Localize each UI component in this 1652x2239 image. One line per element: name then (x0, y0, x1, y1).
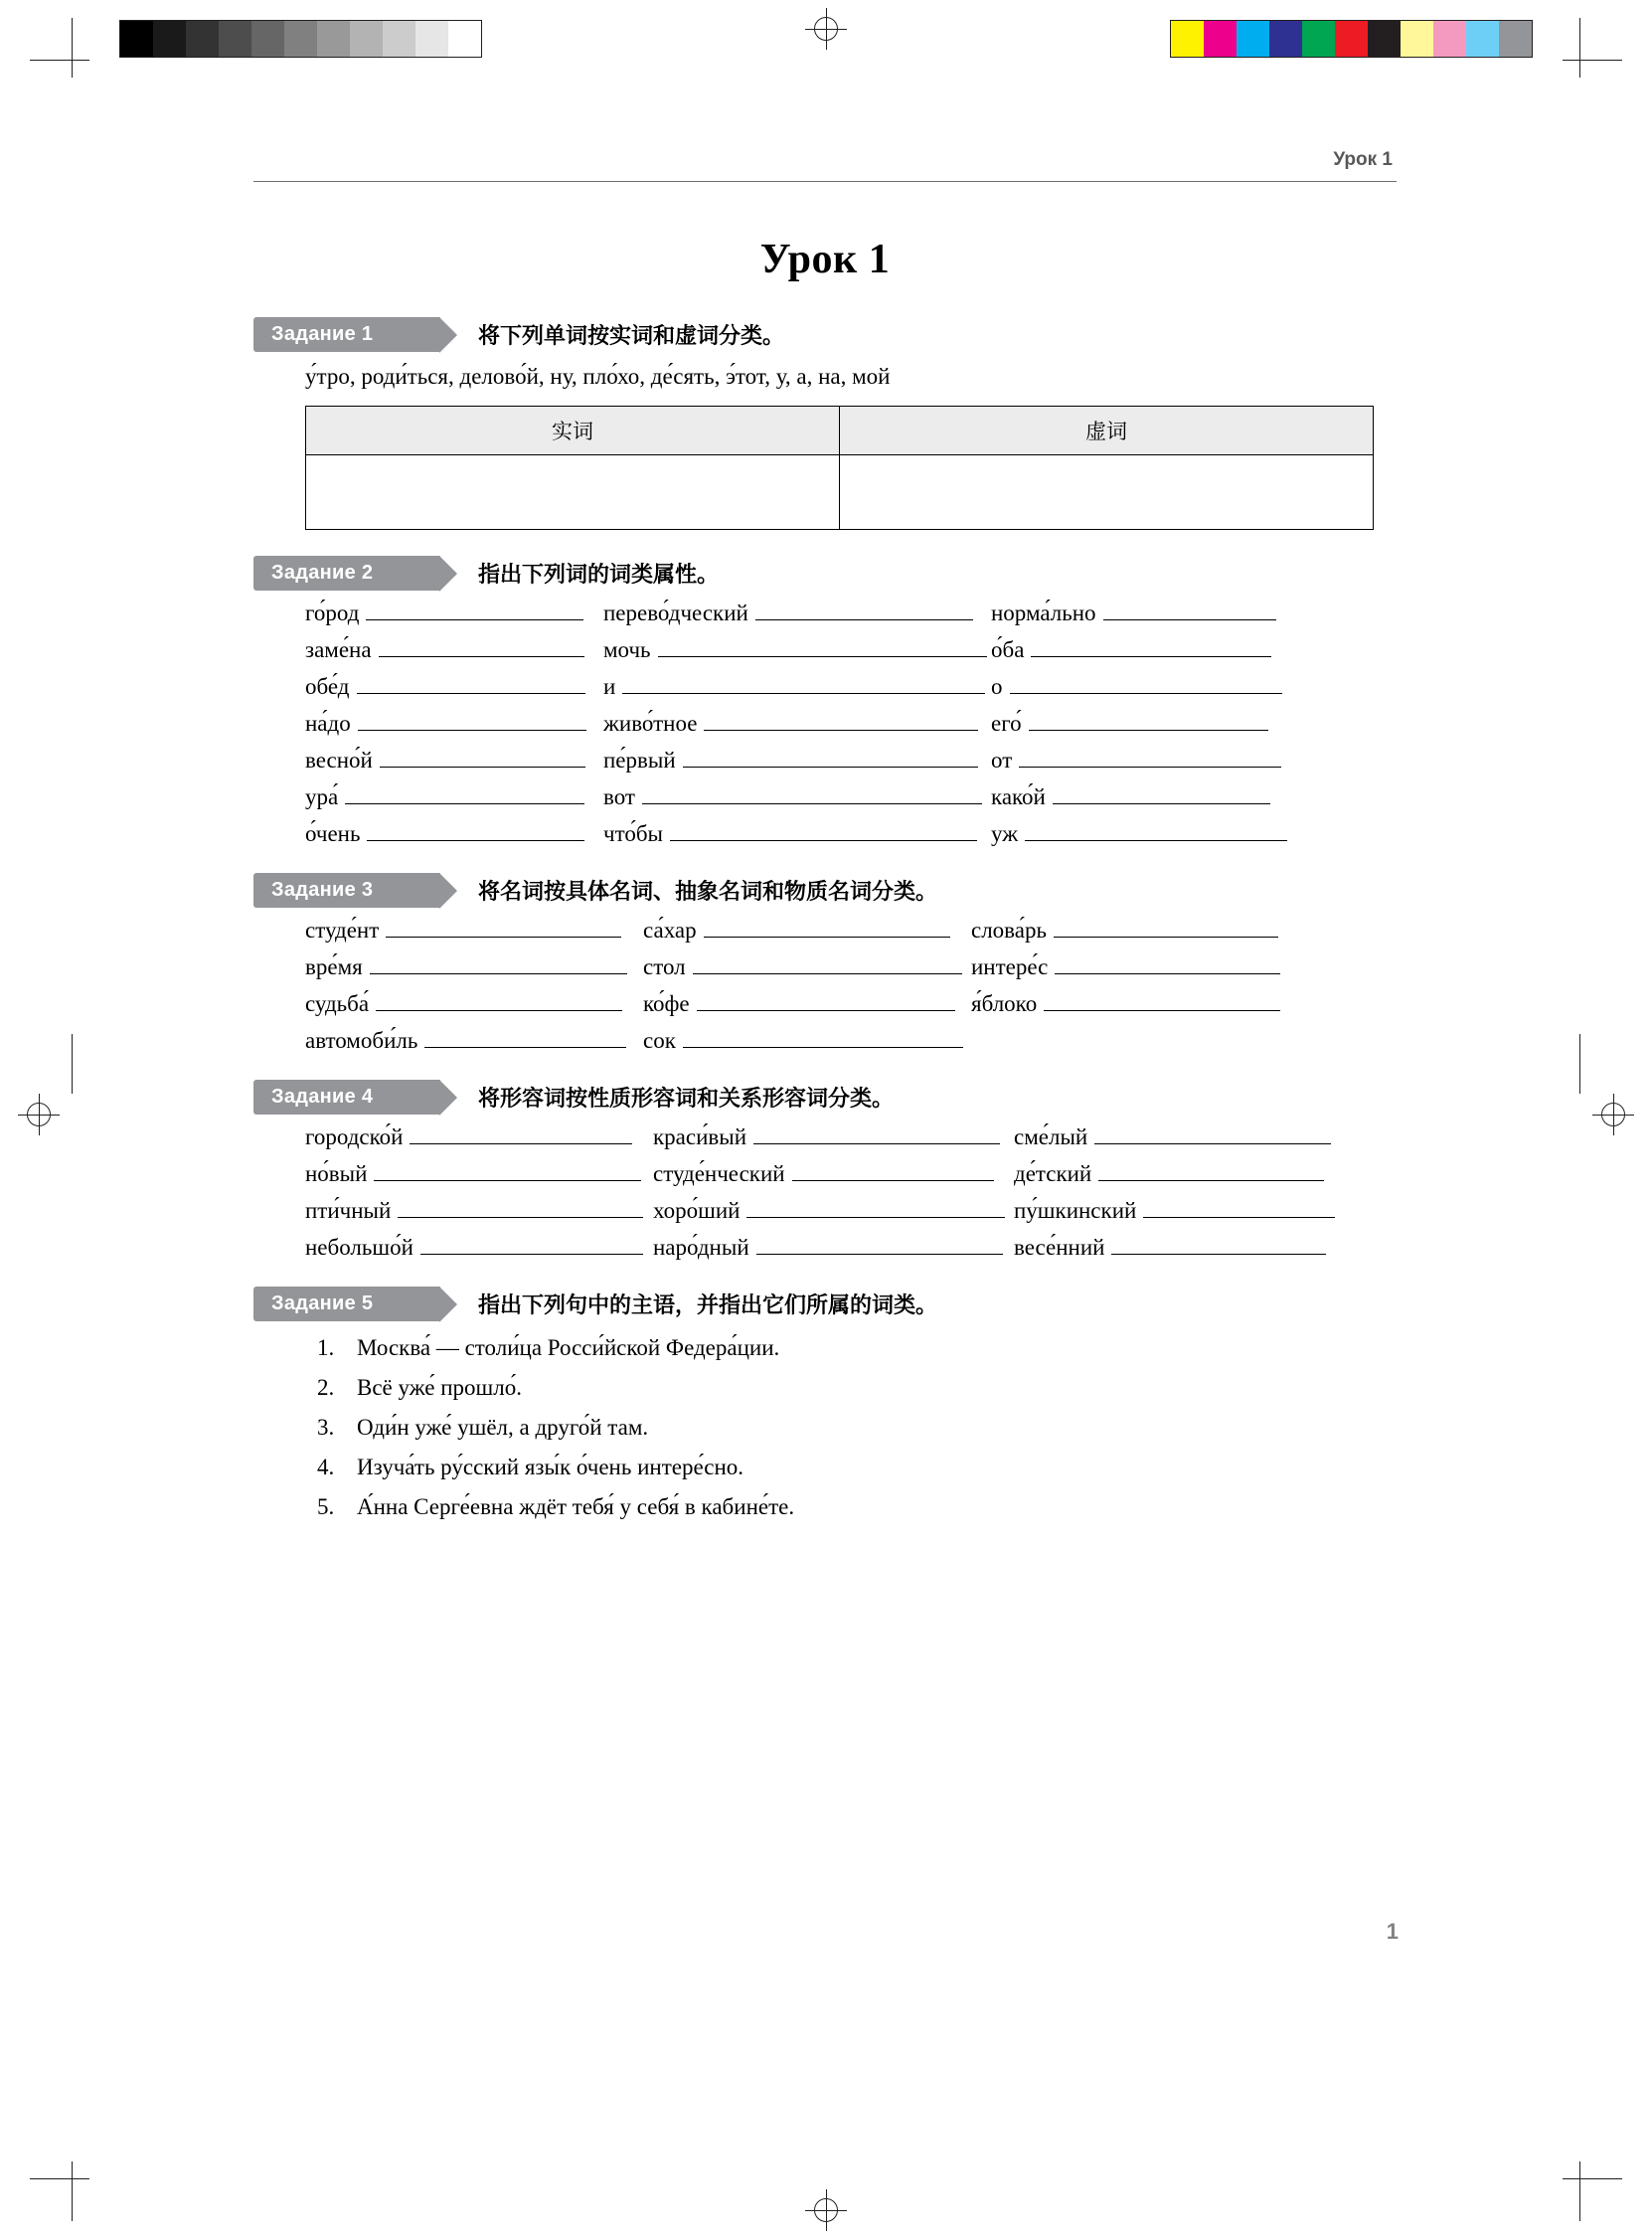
answer-blank[interactable] (697, 991, 955, 1011)
exercise-item (1014, 1235, 1342, 1261)
exercise-word: студе́нт (305, 918, 380, 943)
task-3-grid (305, 918, 1397, 1054)
exercise-row (305, 748, 1397, 774)
grayscale-swatch (415, 21, 448, 57)
table-answer-cell-1[interactable] (306, 455, 840, 530)
exercise-word: хоро́ший (653, 1198, 741, 1223)
exercise-word: го́род (305, 601, 360, 625)
crop-mark-bottom-left (30, 2161, 89, 2221)
exercise-item (643, 954, 971, 980)
answer-blank[interactable] (379, 637, 585, 657)
answer-blank[interactable] (746, 1198, 1004, 1218)
exercise-item (991, 821, 1289, 847)
answer-blank[interactable] (398, 1198, 642, 1218)
answer-blank[interactable] (1111, 1235, 1325, 1255)
exercise-row (305, 711, 1397, 737)
registration-mark-left (18, 1094, 60, 1135)
crop-mark-bottom-right (1563, 2161, 1622, 2221)
answer-blank[interactable] (622, 674, 985, 694)
exercise-item (643, 918, 971, 944)
exercise-word: я́блоко (971, 991, 1038, 1016)
exercise-row (305, 674, 1397, 700)
exercise-item (305, 1198, 653, 1224)
exercise-row (305, 601, 1397, 626)
task-1-table (305, 406, 1374, 530)
grayscale-swatch (251, 21, 284, 57)
answer-blank[interactable] (367, 821, 584, 841)
task-2-grid (305, 601, 1397, 847)
grayscale-swatch (186, 21, 219, 57)
exercise-word: его́ (991, 711, 1022, 736)
exercise-item (305, 674, 603, 700)
list-item-number: 3. (317, 1415, 335, 1440)
task-prompt-1: 将下列单词按实词和虚词分类。 (478, 324, 785, 349)
list-item-text: Москва́ — столи́ца Росси́йской Федера́ции. (357, 1335, 780, 1360)
exercise-word: сме́лый (1014, 1124, 1088, 1149)
answer-blank[interactable] (1031, 637, 1270, 657)
exercise-item (305, 711, 603, 737)
exercise-item (603, 674, 991, 700)
table-header-cell-1: 实词 (306, 407, 840, 455)
exercise-word: обе́д (305, 674, 350, 699)
exercise-item (971, 918, 1299, 944)
answer-blank[interactable] (357, 674, 585, 694)
answer-blank[interactable] (1143, 1198, 1335, 1218)
exercise-item (603, 711, 991, 737)
task-header-1 (253, 317, 1397, 352)
answer-blank[interactable] (366, 601, 583, 620)
answer-blank[interactable] (683, 1028, 963, 1048)
exercise-word: о (991, 674, 1003, 699)
answer-blank[interactable] (380, 748, 586, 768)
answer-blank[interactable] (693, 954, 962, 974)
task-tag-4: Задание 4 (253, 1080, 440, 1115)
exercise-word: де́тский (1014, 1161, 1092, 1186)
exercise-item (603, 784, 991, 810)
exercise-word: от (991, 748, 1013, 773)
exercise-item (305, 637, 603, 663)
exercise-word: живо́тное (603, 711, 698, 736)
answer-blank[interactable] (1019, 748, 1281, 768)
list-item-number: 1. (317, 1335, 335, 1360)
answer-blank[interactable] (1029, 711, 1268, 731)
task-tag-1: Задание 1 (253, 317, 440, 352)
answer-blank[interactable] (1054, 918, 1278, 938)
exercise-item (603, 821, 991, 847)
answer-blank[interactable] (1098, 1161, 1323, 1181)
answer-blank[interactable] (424, 1028, 626, 1048)
task-header-2 (253, 556, 1397, 591)
running-head: Урок 1 (1333, 149, 1393, 170)
grayscale-swatch (317, 21, 350, 57)
answer-blank[interactable] (1055, 954, 1279, 974)
exercise-row (305, 1124, 1397, 1150)
answer-blank[interactable] (683, 748, 979, 768)
exercise-item (643, 1028, 971, 1054)
task-tag-3: Задание 3 (253, 873, 440, 908)
exercise-item (971, 991, 1299, 1017)
table-answer-cell-2[interactable] (840, 455, 1374, 530)
exercise-word: норма́льно (991, 601, 1096, 625)
exercise-item (653, 1124, 1014, 1150)
exercise-item (1014, 1161, 1342, 1187)
answer-blank[interactable] (1094, 1124, 1331, 1144)
answer-blank[interactable] (1010, 674, 1283, 694)
color-swatch (1401, 21, 1433, 57)
exercise-item (305, 991, 643, 1017)
color-swatch (1499, 21, 1532, 57)
color-swatch (1237, 21, 1269, 57)
answer-blank[interactable] (756, 1235, 1003, 1255)
exercise-word: небольшо́й (305, 1235, 413, 1260)
page-content (253, 149, 1397, 1534)
task-5-sentence-list (317, 1335, 1397, 1520)
exercise-item (305, 954, 643, 980)
answer-blank[interactable] (358, 711, 586, 731)
exercise-row (305, 991, 1397, 1017)
task-prompt-5: 指出下列句中的主语，并指出它们所属的词类。 (478, 1293, 938, 1318)
exercise-row (305, 1198, 1397, 1224)
color-swatch (1335, 21, 1368, 57)
exercise-item (305, 918, 643, 944)
exercise-word: весе́нний (1014, 1235, 1105, 1260)
exercise-item (991, 748, 1289, 774)
list-item-number: 5. (317, 1494, 335, 1519)
exercise-word: пти́чный (305, 1198, 392, 1223)
crop-mark-top-left (30, 18, 89, 78)
page-title: Урок 1 (759, 237, 891, 282)
task-tag-5: Задание 5 (253, 1287, 440, 1321)
answer-blank[interactable] (374, 1161, 641, 1181)
exercise-row (305, 637, 1397, 663)
exercise-item (971, 954, 1299, 980)
answer-blank[interactable] (704, 918, 951, 938)
task-1-wordlist: у́тро, роди́ться, делово́й, ну, пло́хо, де́сять, э́тот, у, а, на, мой (305, 364, 891, 389)
crop-mark-top-right (1563, 18, 1622, 78)
exercise-item (991, 784, 1289, 810)
exercise-word: о́ба (991, 637, 1025, 662)
exercise-word: мочь (603, 637, 651, 662)
list-item-text: Оди́н уже́ ушёл, а друго́й там. (357, 1415, 649, 1440)
table-row (306, 455, 1374, 530)
exercise-item (991, 601, 1289, 626)
exercise-word: городско́й (305, 1124, 404, 1149)
answer-blank[interactable] (642, 784, 982, 804)
exercise-row (305, 918, 1397, 944)
list-item (317, 1335, 1397, 1361)
list-item-number: 4. (317, 1455, 335, 1479)
exercise-word: сок (643, 1028, 676, 1053)
exercise-row (305, 784, 1397, 810)
task-prompt-3: 将名词按具体名词、抽象名词和物质名词分类。 (478, 880, 938, 905)
exercise-item (1014, 1124, 1342, 1150)
registration-mark-bottom (805, 2189, 847, 2231)
exercise-word: и (603, 674, 616, 699)
grayscale-swatch (284, 21, 317, 57)
page-number: 1 (1386, 1919, 1399, 1944)
exercise-item (305, 1028, 643, 1054)
task-header-3 (253, 873, 1397, 908)
list-item (317, 1455, 1397, 1480)
color-swatch (1302, 21, 1335, 57)
exercise-row (305, 954, 1397, 980)
exercise-word: слова́рь (971, 918, 1047, 943)
grayscale-swatch (448, 21, 481, 57)
exercise-word: интере́с (971, 954, 1049, 979)
side-crop-mark-right (1563, 1034, 1622, 1094)
list-item-text: А́нна Серге́евна ждёт тебя́ у себя́ в кабине́те. (357, 1494, 795, 1519)
exercise-word: ура́ (305, 784, 339, 809)
answer-blank[interactable] (1103, 601, 1276, 620)
answer-blank[interactable] (1025, 821, 1287, 841)
task-4-grid (305, 1124, 1397, 1261)
answer-blank[interactable] (658, 637, 987, 657)
exercise-word: но́вый (305, 1161, 368, 1186)
grayscale-swatch (350, 21, 383, 57)
list-item-text: Изуча́ть ру́сский язы́к о́чень интере́сно. (357, 1455, 744, 1479)
color-swatch (1466, 21, 1499, 57)
exercise-item (305, 1235, 653, 1261)
exercise-word: наро́дный (653, 1235, 749, 1260)
color-calibration-bar (1170, 20, 1533, 58)
exercise-row (305, 1235, 1397, 1261)
task-prompt-2: 指出下列词的词类属性。 (478, 563, 720, 588)
answer-blank[interactable] (753, 1124, 1000, 1144)
answer-blank[interactable] (670, 821, 977, 841)
exercise-word: како́й (991, 784, 1046, 809)
exercise-word: пу́шкинский (1014, 1198, 1137, 1223)
answer-blank[interactable] (370, 954, 627, 974)
exercise-word: о́чень (305, 821, 361, 846)
exercise-word: студе́нческий (653, 1161, 785, 1186)
answer-blank[interactable] (386, 918, 620, 938)
exercise-item (305, 1161, 653, 1187)
exercise-item (653, 1198, 1014, 1224)
exercise-word: на́до (305, 711, 351, 736)
exercise-word: стол (643, 954, 686, 979)
exercise-item (603, 601, 991, 626)
exercise-item (971, 1028, 1299, 1054)
grayscale-swatch (153, 21, 186, 57)
registration-mark-top (805, 8, 847, 50)
exercise-word: краси́вый (653, 1124, 747, 1149)
answer-blank[interactable] (420, 1235, 643, 1255)
exercise-word: весно́й (305, 748, 373, 773)
exercise-item (305, 784, 603, 810)
list-item-number: 2. (317, 1375, 335, 1400)
registration-mark-right (1592, 1094, 1634, 1135)
exercise-item (643, 991, 971, 1017)
exercise-item (305, 748, 603, 774)
list-item (317, 1494, 1397, 1520)
answer-blank[interactable] (1044, 991, 1280, 1011)
exercise-word: судьба́ (305, 991, 370, 1016)
exercise-item (305, 821, 603, 847)
exercise-item (653, 1161, 1014, 1187)
exercise-row (305, 821, 1397, 847)
exercise-item (653, 1235, 1014, 1261)
color-swatch (1204, 21, 1237, 57)
exercise-item (991, 674, 1289, 700)
exercise-word: вот (603, 784, 635, 809)
header-rule (253, 181, 1397, 182)
answer-blank[interactable] (1053, 784, 1270, 804)
exercise-item (305, 1124, 653, 1150)
exercise-item (603, 748, 991, 774)
exercise-word: ко́фе (643, 991, 690, 1016)
color-swatch (1171, 21, 1204, 57)
answer-blank[interactable] (704, 711, 977, 731)
task-header-4 (253, 1080, 1397, 1115)
exercise-item (991, 637, 1289, 663)
task-prompt-4: 将形容词按性质形容词和关系形容词分类。 (478, 1087, 895, 1112)
answer-blank[interactable] (410, 1124, 632, 1144)
exercise-word: вре́мя (305, 954, 363, 979)
answer-blank[interactable] (792, 1161, 994, 1181)
exercise-item (1014, 1198, 1342, 1224)
exercise-item (305, 601, 603, 626)
answer-blank[interactable] (345, 784, 584, 804)
answer-blank[interactable] (755, 601, 973, 620)
list-item-text: Всё уже́ прошло́. (357, 1375, 522, 1400)
color-swatch (1368, 21, 1401, 57)
exercise-row (305, 1028, 1397, 1054)
exercise-word: перево́дческий (603, 601, 748, 625)
exercise-item (991, 711, 1289, 737)
color-swatch (1433, 21, 1466, 57)
grayscale-swatch (120, 21, 153, 57)
exercise-word: автомоби́ль (305, 1028, 418, 1053)
task-header-5 (253, 1287, 1397, 1321)
table-header-cell-2: 虚词 (840, 407, 1374, 455)
exercise-word: заме́на (305, 637, 372, 662)
exercise-word: уж (991, 821, 1019, 846)
exercise-row (305, 1161, 1397, 1187)
exercise-word: что́бы (603, 821, 663, 846)
color-swatch (1269, 21, 1302, 57)
grayscale-swatch (219, 21, 251, 57)
table-header-row (306, 407, 1374, 455)
exercise-word: пе́рвый (603, 748, 676, 773)
exercise-item (603, 637, 991, 663)
exercise-word: са́хар (643, 918, 697, 943)
list-item (317, 1415, 1397, 1441)
answer-blank[interactable] (376, 991, 622, 1011)
grayscale-calibration-bar (119, 20, 482, 58)
grayscale-swatch (383, 21, 415, 57)
task-tag-2: Задание 2 (253, 556, 440, 591)
side-crop-mark-left (30, 1034, 89, 1094)
list-item (317, 1375, 1397, 1401)
